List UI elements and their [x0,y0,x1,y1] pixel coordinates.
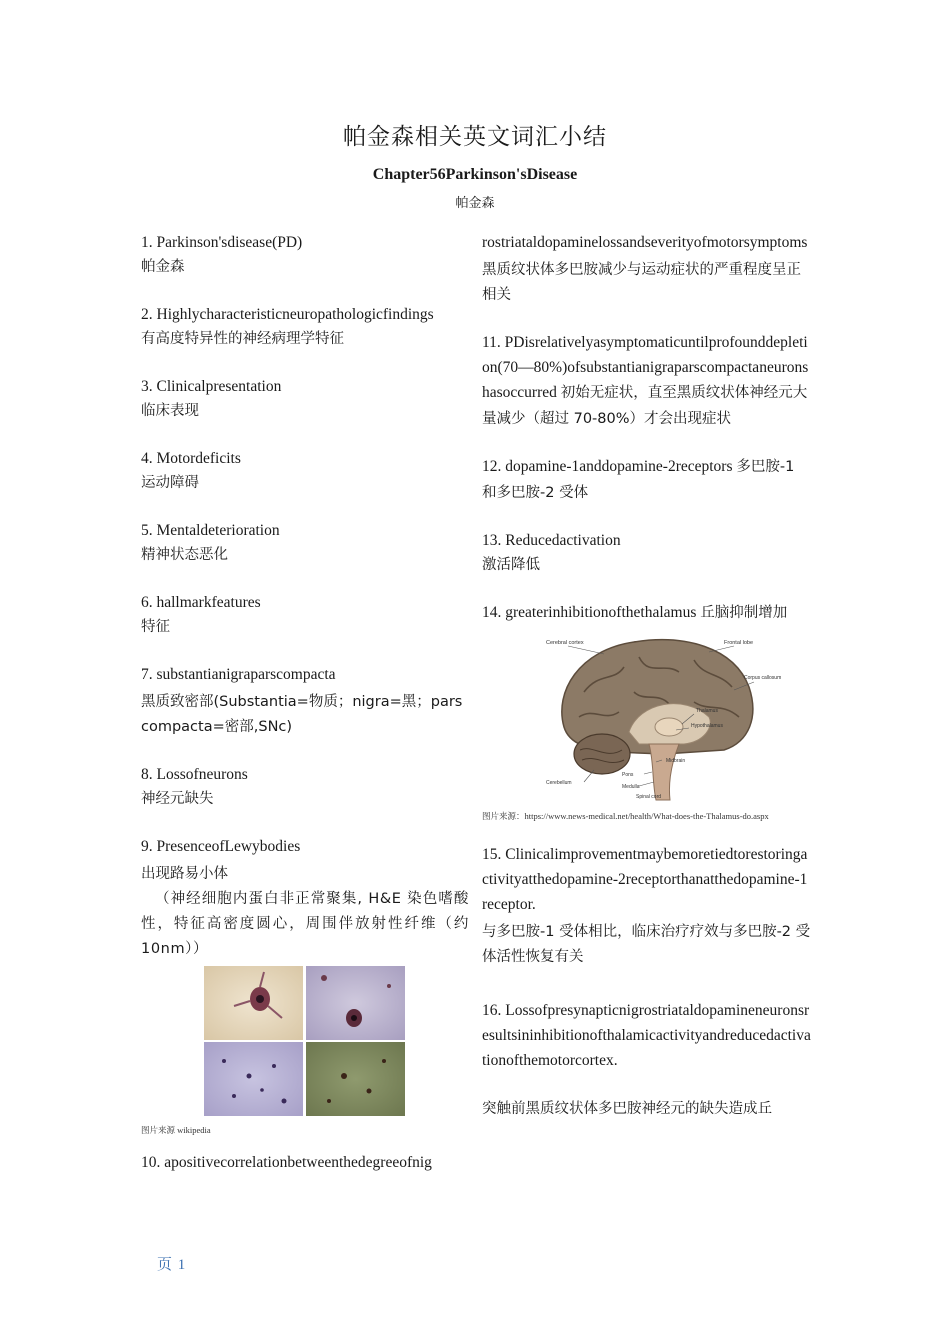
term-cn: 与多巴胺-1 受体相比，临床治疗疗效与多巴胺-2 受体活性恢复有关 [482,924,811,965]
term-cn: 黑质纹状体多巴胺减少与运动症状的严重程度呈正相关 [482,262,801,303]
term-en-with-cn [482,600,812,626]
term-cn: 临床表现 [141,403,199,419]
term-en: rostriataldopaminelossandseverityofmotorsymptoms [482,234,808,251]
label-corpus-callosum: Corpus callosum [744,675,782,681]
brain-figure [544,632,782,802]
term-cn: 帕金森 [141,259,185,275]
vocab-item-6 [141,590,469,640]
term-cn: 多巴胺-1 和多巴胺-2 受体 [482,459,795,501]
vocab-item-3 [141,374,469,424]
vocab-item-11 [482,330,812,432]
label-frontal-lobe: Frontal lobe [724,640,754,646]
term-en-with-cn [482,330,812,432]
page-number: 页 1 [157,1257,187,1273]
term-en: 2. Highlycharacteristicneuropathologicfindings [141,306,434,323]
figure-caption: 图片来源 wikipedia [141,1125,211,1135]
chapter-heading: Chapter56Parkinson'sDisease [372,166,578,183]
document-title: 帕金森相关英文词汇小结 [343,124,607,150]
figure-caption: 图片来源：https://www.news-medical.net/health/What-does-the-Thalamus-do.aspx [482,811,769,821]
vocab-item-16 [482,998,812,1122]
term-en: 14. greaterinhibitionofthethalamus [482,604,697,621]
label-pons: Pons [622,772,634,778]
left-column [141,230,469,1197]
label-cerebellum: Cerebellum [546,780,572,786]
term-cn: 精神状态恶化 [141,547,228,563]
label-spinal-cord: Spinal cord [636,794,662,800]
term-en: 1. Parkinson'sdisease(PD) [141,234,303,251]
vocab-item-13 [482,528,812,578]
label-midbrain: Midbrain [666,758,686,764]
term-en: 8. Lossofneurons [141,766,248,783]
vocab-item-7 [141,662,469,740]
term-en: 9. PresenceofLewybodies [141,838,301,855]
vocab-item-1 [141,230,469,280]
term-cn: 神经元缺失 [141,791,214,807]
term-en: 15. Clinicalimprovementmaybemoretiedtorestoringactivityatthedopamine-2receptorthanatthedopamine-1receptor. [482,846,808,913]
term-en: 13. Reducedactivation [482,532,621,549]
vocab-item-9 [141,834,469,1136]
term-en: 3. Clinicalpresentation [141,378,282,395]
right-column [482,230,812,1144]
vocab-item-10-continued [482,230,812,308]
brain-sagittal-image [544,632,782,802]
term-cn: 激活降低 [482,557,540,573]
vocab-item-12 [482,454,812,506]
vocab-item-4 [141,446,469,496]
term-en: 11. PDisrelativelyasymptomaticuntilprofounddepletion(70—80%)ofsubstantianigraparscompactaneuronshasoccurred [482,334,809,401]
term-en: 10. apositivecorrelationbetweenthedegreeofnig [141,1154,432,1171]
term-cn: 突触前黑质纹状体多巴胺神经元的缺失造成丘 [482,1101,772,1117]
label-hypothalamus: Hypothalamus [691,723,723,729]
label-medulla: Medulla [622,784,640,790]
term-cn: 有高度特异性的神经病理学特征 [141,331,344,347]
term-en: 5. Mentaldeterioration [141,522,280,539]
vocab-item-2 [141,302,469,352]
label-cerebral-cortex: Cerebral cortex [546,640,584,646]
term-cn: 出现路易小体 [141,866,228,882]
term-en: 7. substantianigraparscompacta [141,666,336,683]
vocab-item-10 [141,1150,469,1175]
term-cn: 黑质致密部(Substantia=物质；nigra=黑；parscompacta=密部,SNc) [141,694,463,735]
term-cn: 丘脑抑制增加 [700,605,788,621]
term-en: 16. Lossofpresynapticnigrostriataldopamineneuronsresultsininhibitionofthalamicactivityandreducedactivationofthemotorcortex. [482,1002,811,1069]
vocab-item-8 [141,762,469,812]
term-cn: 初始无症状，直至黑质纹状体神经元大量减少（超过 70-80%）才会出现症状 [482,385,808,427]
chapter-heading-cn: 帕金森 [455,196,495,211]
term-cn: 特征 [141,619,170,635]
term-en: 12. dopamine-1anddopamine-2receptors [482,458,733,475]
vocab-item-15 [482,842,812,970]
term-en-with-cn [482,454,812,506]
vocab-item-5 [141,518,469,568]
term-cn: 运动障碍 [141,475,199,491]
vocab-item-14 [482,600,812,822]
lewy-body-micrograph-image [204,966,405,1116]
label-thalamus: Thalamus [696,708,718,714]
term-en: 6. hallmarkfeatures [141,594,261,611]
term-en: 4. Motordeficits [141,450,241,467]
term-note: （神经细胞内蛋白非正常聚集, H&E 染色嗜酸性，特征高密度圆心，周围伴放射性纤维（约 10nm）） [141,891,469,957]
lewy-body-figure [204,966,405,1116]
